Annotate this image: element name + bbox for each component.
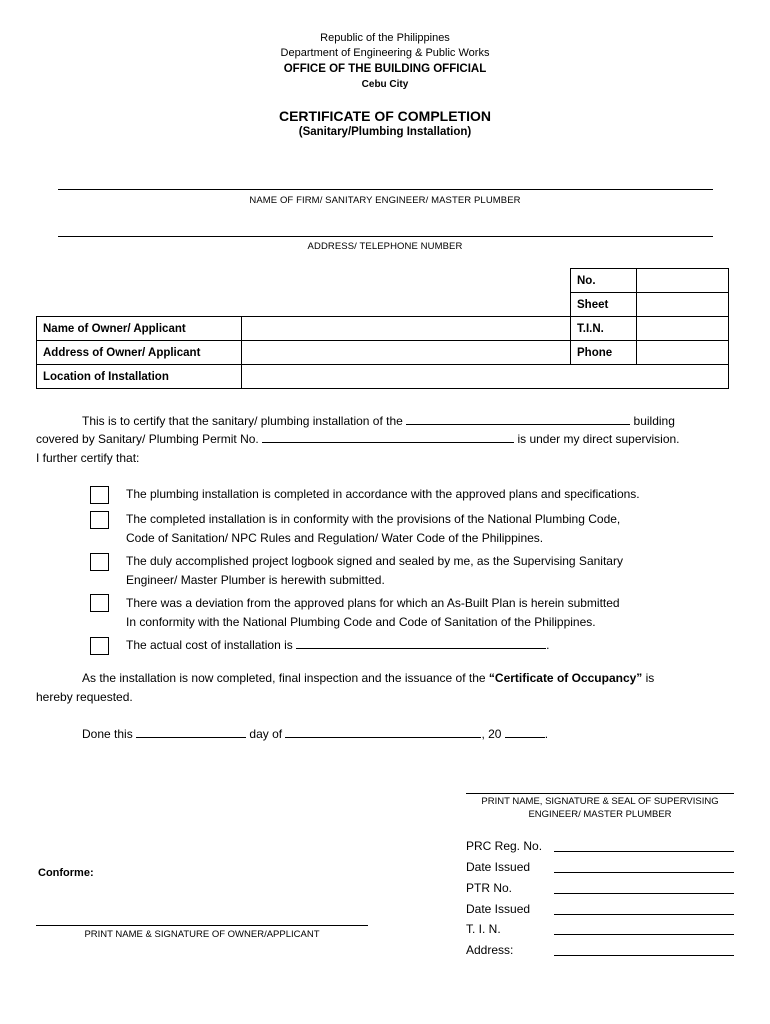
check-item-1: The plumbing installation is completed in accordance with the approved plans and specifications. <box>126 487 640 501</box>
field-owner[interactable] <box>242 317 571 341</box>
label-prc-reg-no: PRC Reg. No. <box>466 839 543 853</box>
field-owner-address[interactable] <box>242 341 571 365</box>
check-item-3: The duly accomplished project logbook signed and sealed by me, as the Supervising Sanitary Engineer/ Master Plumber is herewith submitted. <box>126 554 623 587</box>
address-caption: ADDRESS/ TELEPHONE NUMBER <box>307 241 463 252</box>
firm-name-caption: NAME OF FIRM/ SANITARY ENGINEER/ MASTER PLUMBER <box>249 195 521 206</box>
check-item-4: There was a deviation from the approved plans for which an As-Built Plan is herein submitted In conformity with the National Plumbing Code and Code of Sanitation of the Philippines. <box>126 596 620 629</box>
field-date-issued-1[interactable] <box>554 872 734 873</box>
field-no[interactable] <box>637 269 729 293</box>
info-table <box>36 268 729 389</box>
checkbox-4[interactable] <box>90 594 109 612</box>
field-address[interactable] <box>554 955 734 956</box>
header-city: Cebu City <box>361 79 409 90</box>
checkbox-5[interactable] <box>90 637 109 655</box>
checkbox-3[interactable] <box>90 553 109 571</box>
field-tin[interactable] <box>637 317 729 341</box>
label-address: Address: <box>466 943 514 957</box>
field-date-issued-2[interactable] <box>554 914 734 915</box>
label-sheet: Sheet <box>571 293 637 317</box>
request-paragraph: As the installation is now completed, final inspection and the issuance of the “Certificate of Occupancy” is <box>82 671 655 685</box>
label-no: No. <box>571 269 637 293</box>
page-subtitle: (Sanitary/Plumbing Installation) <box>298 126 472 138</box>
body-paragraph-2: covered by Sanitary/ Plumbing Permit No. is under my direct supervision. <box>36 432 680 446</box>
check-item-5: The actual cost of installation is . <box>126 638 550 652</box>
owner-signature-line[interactable] <box>36 925 368 926</box>
conforme-label: Conforme: <box>38 867 94 879</box>
checkbox-2[interactable] <box>90 511 109 529</box>
engineer-signature-caption: PRINT NAME, SIGNATURE & SEAL OF SUPERVISING ENGINEER/ MASTER PLUMBER <box>481 796 719 820</box>
check-item-2: The completed installation is in conformity with the provisions of the National Plumbing Code, Code of Sanitation/ NPC Rules and Regulation/ Water Code of the Philippines. <box>126 512 621 545</box>
permit-no-blank[interactable] <box>262 431 514 443</box>
firm-name-line[interactable] <box>58 189 713 190</box>
request-paragraph-end: hereby requested. <box>36 690 133 704</box>
field-sheet[interactable] <box>637 293 729 317</box>
field-prc-reg-no[interactable] <box>554 851 734 852</box>
label-phone: Phone <box>571 341 637 365</box>
label-date-issued-2: Date Issued <box>466 902 531 916</box>
field-tin-2[interactable] <box>554 934 734 935</box>
label-tin-2: T. I. N. <box>466 922 501 936</box>
label-owner-address: Address of Owner/ Applicant <box>37 341 242 365</box>
certificate-of-occupancy: “Certificate of Occupancy” <box>488 671 643 685</box>
header-republic: Republic of the Philippines <box>320 32 450 44</box>
year-blank[interactable] <box>505 726 545 738</box>
engineer-signature-line[interactable] <box>466 793 734 794</box>
day-blank[interactable] <box>136 726 246 738</box>
body-paragraph-3: I further certify that: <box>36 451 140 465</box>
owner-signature-caption: PRINT NAME & SIGNATURE OF OWNER/APPLICANT <box>84 929 320 940</box>
header-department: Department of Engineering & Public Works <box>280 47 490 59</box>
label-date-issued-1: Date Issued <box>466 860 531 874</box>
month-blank[interactable] <box>285 726 481 738</box>
done-this-line: Done this day of , 20 . <box>82 727 549 741</box>
page-title: CERTIFICATE OF COMPLETION <box>278 108 492 124</box>
body-paragraph-1: This is to certify that the sanitary/ plumbing installation of the building <box>82 414 675 428</box>
building-blank[interactable] <box>406 413 630 425</box>
checkbox-1[interactable] <box>90 486 109 504</box>
field-ptr-no[interactable] <box>554 893 734 894</box>
label-ptr-no: PTR No. <box>466 881 513 895</box>
cost-blank[interactable] <box>296 637 546 649</box>
header-office: OFFICE OF THE BUILDING OFFICIAL <box>283 63 487 75</box>
label-location: Location of Installation <box>37 365 242 389</box>
label-tin: T.I.N. <box>571 317 637 341</box>
label-owner: Name of Owner/ Applicant <box>37 317 242 341</box>
field-phone[interactable] <box>637 341 729 365</box>
field-location[interactable] <box>242 365 729 389</box>
address-line[interactable] <box>58 236 713 237</box>
